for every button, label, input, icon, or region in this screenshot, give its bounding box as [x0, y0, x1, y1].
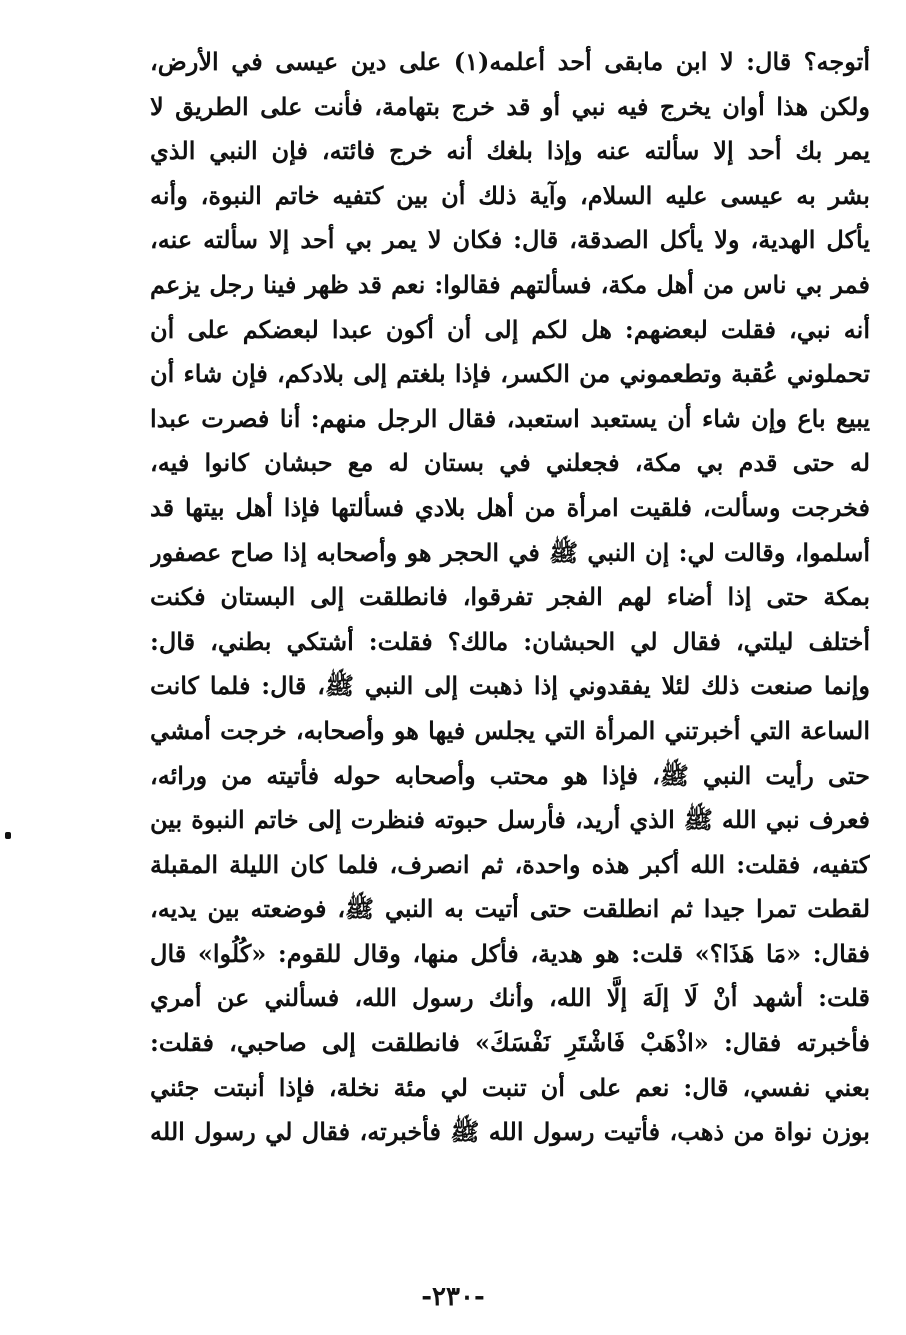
text-line: فعرف نبي الله ﷺ الذي أريد، فأرسل حبوته فنظرت إلى خاتم النبوة بين [150, 805, 870, 835]
text-line: أختلف ليلتي، فقال لي الحبشان: مالك؟ فقلت: أشتكي بطني، قال: [150, 626, 870, 656]
text-line: الساعة التي أخبرتني المرأة التي يجلس فيها هو وأصحابه، خرجت أمشي [150, 715, 870, 745]
text-line: فأخبرته فقال: «اذْهَبْ فَاشْتَرِ نَفْسَكَ» فانطلقت إلى صاحبي، فقلت: [150, 1028, 870, 1058]
text-line: قلت: أشهد أنْ لَا إلَهَ إلَّا الله، وأنك رسول الله، فسألني عن أمري [150, 983, 870, 1013]
text-line: له حتى قدم بي مكة، فجعلني في بستان له مع حبشان كانوا فيه، [150, 448, 870, 478]
page-number: -٢٣٠- [421, 1282, 485, 1312]
text-line: بمكة حتى إذا أضاء لهم الفجر تفرقوا، فانطلقت إلى البستان فكنت [150, 582, 870, 612]
text-line: لقطت تمرا جيدا ثم انطلقت حتى أتيت به النبي ﷺ، فوضعته بين يديه، [150, 894, 870, 924]
text-line: وإنما صنعت ذلك لئلا يفقدوني إذا ذهبت إلى النبي ﷺ، قال: فلما كانت [150, 671, 870, 701]
text-line: أسلموا، وقالت لي: إن النبي ﷺ في الحجر هو وأصحابه إذا صاح عصفور [150, 537, 870, 567]
text-line: يمر بك أحد إلا سألته عنه وإذا بلغك أنه خرج فائته، فإن النبي الذي [150, 136, 870, 166]
text-line: حتى رأيت النبي ﷺ، فإذا هو محتب وأصحابه حوله فأتيته من ورائه، [150, 760, 870, 790]
text-line: بعني نفسي، قال: نعم على أن تنبت لي مئة نخلة، فإذا أنبتت جئني [150, 1072, 870, 1102]
text-line: يبيع باع وإن شاء أن يستعبد استعبد، فقال الرجل منهم: أنا فصرت عبدا [150, 403, 870, 433]
text-line: كتفيه، فقلت: الله أكبر هذه واحدة، ثم انصرف، فلما كان الليلة المقبلة [150, 849, 870, 879]
text-line: فمر بي ناس من أهل مكة، فسألتهم فقالوا: نعم قد ظهر فينا رجل يزعم [150, 269, 870, 299]
margin-speck [5, 832, 11, 839]
text-line: فقال: «مَا هَذَا؟» قلت: هو هدية، فأكل منها، وقال للقوم: «كُلُوا» قال [150, 938, 870, 968]
body-text [150, 40, 870, 1155]
text-line: أنه نبي، فقلت لبعضهم: هل لكم إلى أن أكون عبدا لبعضكم على أن [150, 314, 870, 344]
text-line: أتوجه؟ قال: لا ابن مابقى أحد أعلمه(١) على دين عيسى في الأرض، [150, 47, 870, 76]
text-line: تحملوني عُقبة وتطعموني من الكسر، فإذا بلغتم إلى بلادكم، فإن شاء أن [150, 359, 870, 389]
text-line: بشر به عيسى عليه السلام، وآية ذلك أن بين كتفيه خاتم النبوة، وأنه [150, 180, 870, 210]
text-line: بوزن نواة من ذهب، فأتيت رسول الله ﷺ فأخبرته، فقال لي رسول الله [150, 1117, 870, 1147]
text-line: ولكن هذا أوان يخرج فيه نبي أو قد خرج بتهامة، فأنت على الطريق لا [150, 91, 870, 121]
text-line: فخرجت وسألت، فلقيت امرأة من أهل بلادي فسألتها فإذا أهل بيتها قد [150, 492, 870, 522]
text-line: يأكل الهدية، ولا يأكل الصدقة، قال: فكان لا يمر بي أحد إلا سألته عنه، [150, 225, 870, 255]
